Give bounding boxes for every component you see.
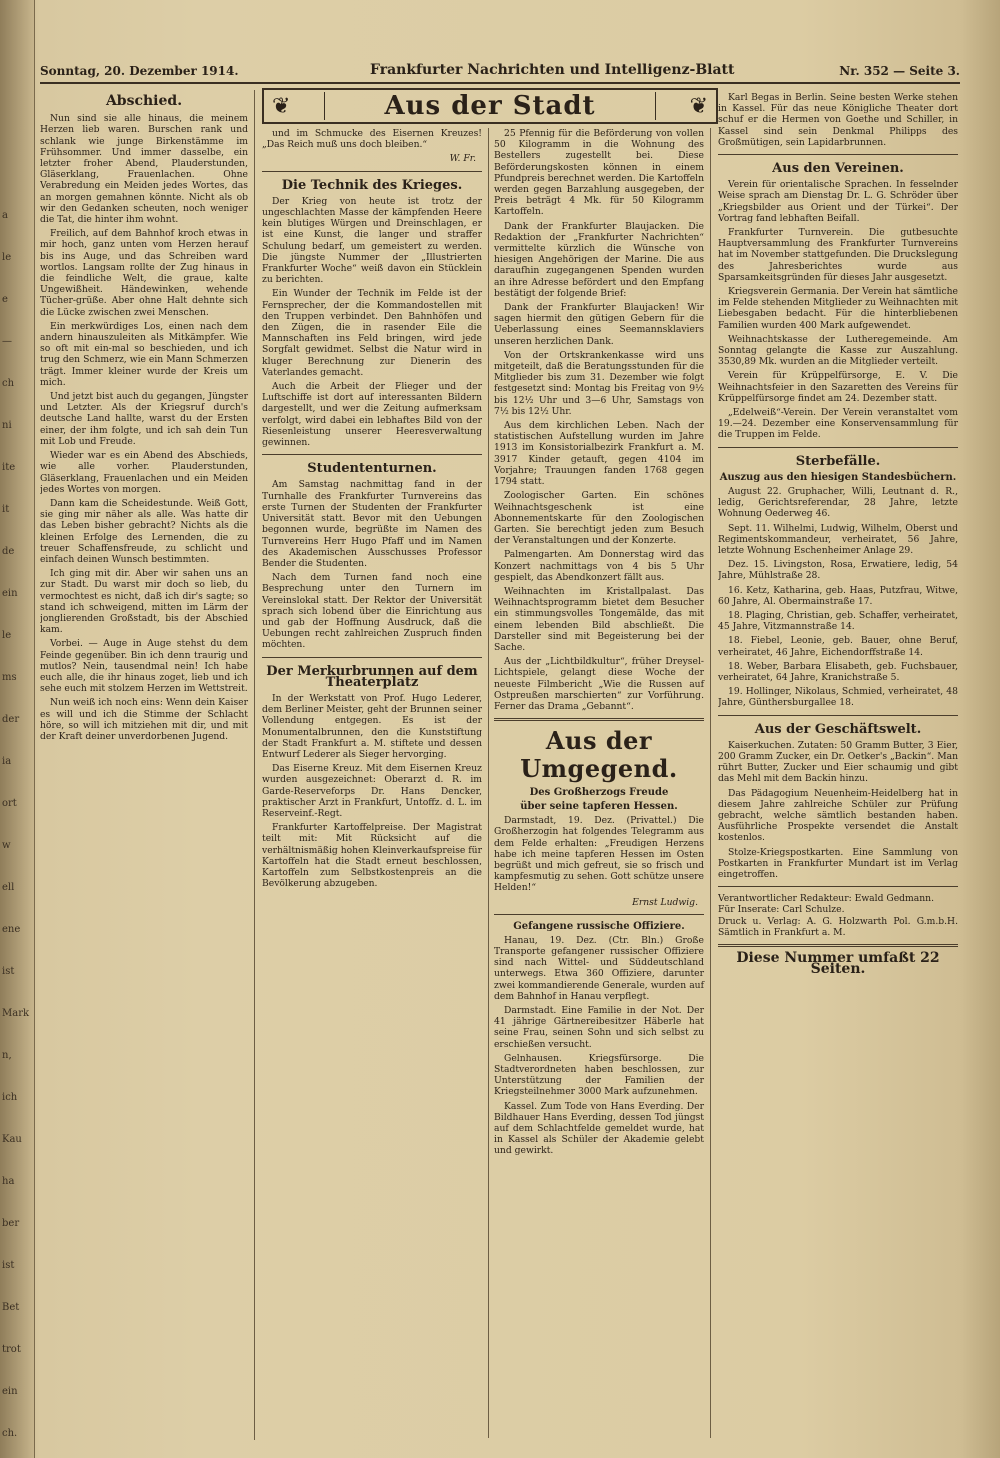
paragraph: Frankfurter Kartoffelpreise. Der Magistrat teilt mit: Mit Rücksicht auf die verhältnismäßig hohen Kleinverkaufspreise für Kartoffeln hat die Stadt erneut beschlossen, Kartoffeln zum Selbstkostenpreis an die Bevölkerung abzugeben. bbox=[262, 822, 482, 890]
list-item: 18. Fiebel, Leonie, geb. Bauer, ohne Beruf, verheiratet, 46 Jahre, Eichendorffstraße 14. bbox=[718, 635, 958, 658]
list-item: 19. Hollinger, Nikolaus, Schmied, verheiratet, 48 Jahre, Günthersburgallee 18. bbox=[718, 686, 958, 709]
section-title-sterbefaelle: Sterbefälle. bbox=[795, 453, 881, 469]
paragraph: Das Eiserne Kreuz. Mit dem Eisernen Kreuz wurden ausgezeichnet: Oberarzt d. R. im Garde-Reserveforps Dr. Hans Dencker, praktischer Arzt in Frankfurt, Untoffz. d. L. im Reserveinf.-Regt. bbox=[262, 763, 482, 819]
paragraph: Ein Wunder der Technik im Felde ist der Fernsprecher, der die Kommandostellen mit den Truppen verbindet. Den Bahnhöfen und den Zügen, die in rasender Eile die Mannschaften ins Feld bringen, wird jede Sorgfalt gewidmet. Selbst die Natur wird in kluger Berechnung zur Dienerin des Vaterlandes gemacht. bbox=[262, 288, 482, 378]
paragraph: „Edelweiß“-Verein. Der Verein veranstaltet vom 19.—24. Dezember eine Konservensammlung für die Truppen im Felde. bbox=[718, 407, 958, 441]
gutter-fragment: trot bbox=[2, 1344, 21, 1355]
gutter-fragment: w bbox=[2, 840, 11, 851]
paragraph: Kaiserkuchen. Zutaten: 50 Gramm Butter, 3 Eier, 200 Gramm Zucker, ein Dr. Oetker's „Backin“. Man rührt Butter, Zucker und Eier schaumig und gibt das Mehl mit dem Backin hinzu. bbox=[718, 739, 958, 785]
header-masthead: Frankfurter Nachrichten und Intelligenz-Blatt bbox=[370, 62, 735, 78]
paragraph: Ich ging mit dir. Aber wir sahen uns an zur Stadt. Du warst mir doch so lieb, du vermochtest es nicht, daß ich dir's sagte; so stand ich schweigend, mitten im Lärm der jonglierenden Großstadt, bis der Abschied kam. bbox=[40, 568, 248, 636]
ornament-right-icon: ❦ bbox=[689, 94, 708, 119]
section-banner bbox=[262, 88, 718, 124]
article-title-studententurnen: Studententurnen. bbox=[307, 461, 437, 477]
gutter-fragment: le bbox=[2, 252, 12, 263]
paragraph: Darmstadt, 19. Dez. (Privattel.) Die Großherzogin hat folgendes Telegramm aus dem Felde erhalten: „Freudigen Herzens habe ich meine tapferen Hessen im Osten begrüßt und mich gefreut, sie so frisch und kampfesmutig zu sehen. Gott schütze unsere Helden!“ bbox=[494, 815, 704, 894]
divider bbox=[262, 171, 482, 172]
subheading: Auszug aus den hiesigen Standesbüchern. bbox=[719, 471, 957, 483]
section-title-umgegend: Aus der Umgegend. bbox=[520, 726, 678, 784]
paragraph: Palmengarten. Am Donnerstag wird das Konzert nachmittags von 4 bis 5 Uhr gespielt, das Abendkonzert fällt aus. bbox=[494, 549, 704, 583]
gutter-fragment: ch bbox=[2, 378, 15, 389]
paragraph: Kassel. Zum Tode von Hans Everding. Der Bildhauer Hans Everding, dessen Tod jüngst auf dem Schlachtfelde gemeldet wurde, hat in Kassel als Schüler der Akademie gelebt und gewirkt. bbox=[494, 1100, 704, 1157]
banner-title: Aus der Stadt bbox=[384, 91, 596, 121]
list-item: 18. Plaging, Christian, geb. Schaffer, verheiratet, 45 Jahre, Vitzmannstraße 14. bbox=[718, 609, 958, 633]
gutter-fragment: Bet bbox=[2, 1302, 20, 1313]
paragraph: und im Schmucke des Eisernen Kreuzes! „Das Reich muß uns doch bleiben.“ bbox=[262, 128, 482, 151]
paragraph: Kriegsverein Germania. Der Verein hat sämtliche im Felde stehenden Mitglieder zu Weihnachten mit Liebesgaben bedacht. Für die hinterbliebenen Familien wurden 400 Mark aufgewendet. bbox=[718, 286, 958, 331]
gutter-fragment: ni bbox=[2, 420, 12, 431]
paragraph: Stolze-Kriegspostkarten. Eine Sammlung von Postkarten in Frankfurter Mundart ist im Verlag eingetroffen. bbox=[718, 846, 958, 880]
gutter-fragment: ein bbox=[2, 1386, 18, 1397]
paragraph: Und jetzt bist auch du gegangen, Jüngster und Letzter. Als der Kriegsruf durch's deutsche Land hallte, warst du der Ersten einer, der ihm folgte, und ich sah dein Tun mit Lob und Freude. bbox=[40, 391, 248, 447]
divider bbox=[718, 886, 958, 887]
paragraph: Darmstadt. Eine Familie in der Not. Der 41 jährige Gärtnereibesitzer Häberle hat seine Frau, seinen Sohn und sich selbst zu erschießen versucht. bbox=[494, 1005, 704, 1050]
gutter-fragment: ort bbox=[2, 798, 17, 809]
paragraph: Dank der Frankfurter Blaujacken! Wir sagen hiermit den gütigen Gebern für die Ueberlassung eines Seemannsklaviers unseren herzlichen Dank. bbox=[494, 302, 704, 347]
imprint-editor: Verantwortlicher Redakteur: Ewald Gedmann. bbox=[718, 893, 934, 905]
article-title-technik: Die Technik des Krieges. bbox=[281, 177, 463, 193]
paragraph: Hanau, 19. Dez. (Ctr. Bln.) Große Transporte gefangener russischer Offiziere sind nach Wittel- und Süddeutschland unterwegs. Etwa 360 Offiziere, darunter zwei kommandierende Generale, wurden auf dem Bahnhof in Hanau verpflegt. bbox=[494, 934, 704, 1002]
gutter-fragment: ms bbox=[2, 672, 17, 683]
divider bbox=[718, 715, 958, 716]
gutter-fragment: ia bbox=[2, 756, 12, 767]
paragraph: Dann kam die Scheidestunde. Weiß Gott, sie ging mir näher als alle. Was hatte dir das Leben bisher gebracht? Nichts als die kleinen Erfolge des Lernenden, die zu treuer Schaffensfreude, zu schlicht und einfach deinen Wunsch bestimmten. bbox=[40, 497, 248, 565]
gutter-fragment: n, bbox=[2, 1050, 12, 1061]
paragraph: Nun weiß ich noch eins: Wenn dein Kaiser es will und ich die Stimme der Schlacht höre, so will ich mitziehen mit dir, und mit der Kraft deiner unverdorbenen Jugend. bbox=[40, 697, 248, 742]
list-item: Dez. 15. Livingston, Rosa, Erwatiere, ledig, 54 Jahre, Mühlstraße 28. bbox=[718, 559, 958, 582]
paragraph: Auch die Arbeit der Flieger und der Luftschiffe ist dort auf interessanten Bildern dargestellt, und wer die Zeitung aufmerksam verfolgt, wird dabei ein lebhaftes Bild von der Riesenleistung unserer Heeresverwaltung gewinnen. bbox=[262, 381, 482, 449]
imprint-printer: Druck u. Verlag: A. G. Holzwarth Pol. G.m.b.H. Sämtlich in Frankfurt a. M. bbox=[718, 915, 958, 938]
paragraph: Zoologischer Garten. Ein schönes Weihnachtsgeschenk ist eine Abonnementskarte für den Zoologischen Garten. Sie berechtigt jeden zum Besuch der Veranstaltungen und der Konzerte. bbox=[494, 490, 704, 547]
list-item: 18. Weber, Barbara Elisabeth, geb. Fuchsbauer, verheiratet, 64 Jahre, Kranichstraße 5. bbox=[718, 660, 958, 683]
imprint-ads: Für Inserate: Carl Schulze. bbox=[718, 904, 845, 916]
paragraph: Freilich, auf dem Bahnhof kroch etwas in mir hoch, ganz unten vom Herzen herauf bis ins Auge, und das Schreiben ward wortlos. Langsam rollte der Zug hinaus in die feindliche Welt, die graue, kalte Ungewißheit. Händewinken, wehende Tücher-grüße. Aber ohne Halt dehnte sich die Lücke zwischen zwei Menschen. bbox=[40, 228, 248, 318]
section-title-geschaeftswelt: Aus der Geschäftswelt. bbox=[754, 721, 922, 737]
paragraph: Nun sind sie alle hinaus, die meinem Herzen lieb waren. Burschen rank und schlank wie junge Birkenstämme im Frühsommer. Und immer dasselbe, ein letzter froher Abend, Plauderstunden, Gläserklang, Frauenlachen. Ohne Verabredung ein Meiden jedes Wortes, das an morgen gemahnen könnte. Nicht als ob wir den Gedanken scheuten, noch weniger die Tat, die hinter ihm wohnt. bbox=[40, 113, 248, 226]
gutter-fragment: der bbox=[2, 714, 20, 725]
header-page-number: Nr. 352 — Seite 3. bbox=[839, 64, 960, 78]
gutter-fragment: ell bbox=[2, 882, 15, 893]
paragraph: Verein für Krüppelfürsorge, E. V. Die Weihnachtsfeier in den Sazaretten des Vereins für Krüppelfürsorge findet am 24. Dezember statt. bbox=[718, 370, 958, 404]
page-header bbox=[40, 60, 960, 84]
paragraph: Nach dem Turnen fand noch eine Besprechung unter den Turnern im Vereinslokal statt. Der Rektor der Universität sprach sich lobend über die Einrichtung aus und gab der Hoffnung Ausdruck, daß die Uebungen recht zahlreichen Zuspruch finden möchten. bbox=[262, 572, 482, 651]
gutter-fragment: ein bbox=[2, 588, 18, 599]
paragraph: Frankfurter Turnverein. Die gutbesuchte Hauptversammlung des Frankfurter Turnvereins hat im November stattgefunden. Die Druckslegung des Jahresberichtes wurde aus Sparsamkeitsgründen für dieses Jahr ausgesetzt. bbox=[718, 227, 958, 283]
paragraph: Verein für orientalische Sprachen. In fesselnder Weise sprach am Dienstag Dr. L. G. Schröder über „Kriegsbilder aus Orient und der Türkei“. Der Vortrag fand lebhaften Beifall. bbox=[718, 179, 958, 224]
paragraph: Karl Begas in Berlin. Seine besten Werke stehen in Kassel. Für das neue Königliche Theater dort schuf er die Hermen von Goethe und Schiller, in Kassel sind sein Denkmal Philipps des Großmütigen, sein Lapidarbrunnen. bbox=[718, 92, 958, 148]
column-4 bbox=[718, 92, 958, 1438]
list-item: 16. Ketz, Katharina, geb. Haas, Putzfrau, Witwe, 60 Jahre, Al. Obermainstraße 17. bbox=[718, 584, 958, 607]
paragraph: In der Werkstatt von Prof. Hugo Lederer, dem Berliner Meister, geht der Brunnen seiner Vollendung entgegen. Es ist der Monumentalbrunnen, den die Kunststiftung der Stadt Frankfurt a. M. stiftete und dessen Entwurf Lederer als Sieger hervorging. bbox=[262, 692, 482, 760]
section-title-vereine: Aus den Vereinen. bbox=[772, 161, 904, 177]
page-count-note: Diese Nummer umfaßt 22 Seiten. bbox=[736, 950, 940, 978]
paragraph: Das Pädagogium Neuenheim-Heidelberg hat in diesem Jahre zahlreiche Schüler zur Prüfung gebracht, welche sämtlich bestanden haben. Ausführliche Prospekte versendet die Anstalt kostenlos. bbox=[718, 787, 958, 844]
paragraph: Vorbei. — Auge in Auge stehst du dem Feinde gegenüber. Bin ich denn traurig und mutlos? Nein, tausendmal nein! Ich habe euch alle, die ihr hinaus zoget, lieb und ich sehe euch mit stolzem Herzen im Wettstreit. bbox=[40, 638, 248, 695]
article-title-merkurbrunnen: Der Merkurbrunnen auf dem Theaterplatz bbox=[266, 663, 478, 690]
paragraph: Wieder war es ein Abend des Abschieds, wie alle vorher. Plauderstunden, Gläserklang, Frauenlachen und ein Meiden jedes Wortes von morgen. bbox=[40, 450, 248, 495]
paragraph: Gelnhausen. Kriegsfürsorge. Die Stadtverordneten haben beschlossen, zur Unterstützung der Familien der Kriegsteilnehmer 3000 Mark aufzunehmen. bbox=[494, 1052, 704, 1098]
paragraph: Aus der „Lichtbildkultur“, früher Dreysel-Lichtspiele, gelangt diese Woche der neueste Filmbericht „Wie die Russen auf Ostpreußen marschierten“ zur Vorführung. Ferner das Drama „Gebannt“. bbox=[494, 656, 704, 712]
gutter-fragment: it bbox=[2, 504, 10, 515]
gutter-fragment: ber bbox=[2, 1218, 20, 1229]
list-item: August 22. Gruphacher, Willi, Leutnant d. R., ledig, Gerichtsreferendar, 28 Jahre, letzte Wohnung Oederweg 46. bbox=[718, 485, 958, 520]
gutter-fragment: ist bbox=[2, 1260, 15, 1271]
paragraph: Ein merkwürdiges Los, einen nach dem andern hinauszuleiten als Mitkämpfer. Wie so oft mit ein-mal so beschieden, und ich trug den Schmerz, wie ein Mann Schmerzen trägt. Immer kleiner wurde der Kreis um mich. bbox=[40, 320, 248, 388]
gutter-fragment: le bbox=[2, 630, 12, 641]
gutter-fragment: ha bbox=[2, 1176, 15, 1187]
paragraph: Weihnachten im Kristallpalast. Das Weihnachtsprogramm bietet dem Besucher ein stimmungsvolles Tongemälde, das mit einem lebenden Bild abschließt. Die Darsteller sind mit Begeisterung bei der Sache. bbox=[494, 585, 704, 653]
list-item: Sept. 11. Wilhelmi, Ludwig, Wilhelm, Oberst und Regimentskommandeur, verheiratet, 56 Jahre, letzte Wohnung Eschenheimer Anlage 29. bbox=[718, 522, 958, 556]
gutter-fragment: de bbox=[2, 546, 15, 557]
subheading: Gefangene russische Offiziere. bbox=[513, 920, 685, 932]
gutter-fragment: ch. bbox=[2, 1428, 18, 1439]
gutter-fragment: ich bbox=[2, 1092, 18, 1103]
paragraph: Aus dem kirchlichen Leben. Nach der statistischen Aufstellung wurden im Jahre 1913 im Konsistorialbezirk Frankfurt a. M. 3917 Kinder getauft, gegen 4104 im Vorjahre; Trauungen fanden 1768 gegen 1794 statt. bbox=[494, 420, 704, 488]
divider bbox=[494, 718, 704, 721]
divider bbox=[718, 944, 958, 947]
gutter-fragment: ist bbox=[2, 966, 15, 977]
article-body-abschied bbox=[40, 113, 248, 742]
article-title-abschied: Abschied. bbox=[105, 93, 183, 109]
divider bbox=[262, 657, 482, 658]
signature: Ernst Ludwig. bbox=[632, 896, 698, 908]
column-3 bbox=[494, 128, 711, 1438]
subheading: über seine tapferen Hessen. bbox=[520, 801, 678, 813]
column-1 bbox=[40, 90, 255, 1440]
paragraph: Weihnachtskasse der Lutheregemeinde. Am Sonntag gelangte die Kasse zur Auszahlung. 3530,89 Mk. wurden an die Mitglieder verteilt. bbox=[718, 333, 958, 368]
gutter-fragment: Kau bbox=[2, 1134, 22, 1145]
paragraph: Dank der Frankfurter Blaujacken. Die Redaktion der „Frankfurter Nachrichten“ vermittelte kürzlich die Wünsche von hiesigen Angehörigen der Marine. Die aus daraufhin zugegangenen Spenden wurden an ihre Adresse befördert und den Empfang bestätigt der folgende Brief: bbox=[494, 220, 704, 299]
divider bbox=[262, 454, 482, 455]
gutter-fragment: a bbox=[2, 210, 8, 221]
gutter-fragment: ene bbox=[2, 924, 21, 935]
signature: W. Fr. bbox=[449, 153, 476, 165]
column-2 bbox=[262, 128, 489, 1438]
paragraph: Von der Ortskrankenkasse wird uns mitgeteilt, daß die Beratungsstunden für die Mitglieder bis zum 31. Dezember wie folgt festgesetzt sind: Montag bis Freitag von 9½ bis 12½ Uhr und 3—6 Uhr, Samstags von 7½ bis 12½ Uhr. bbox=[494, 349, 704, 417]
gutter-fragment: e bbox=[2, 294, 8, 305]
gutter-fragment: — bbox=[2, 336, 12, 347]
paragraph: Am Samstag nachmittag fand in der Turnhalle des Frankfurter Turnvereins das erste Turnen der Studenten der Frankfurter Universität statt. Bevor mit den Uebungen begonnen wurde, begrüßte im Namen des Turnvereins Herr Hugo Pfaff und im Namen des Akademischen Ausschusses Professor Bender die Studenten. bbox=[262, 479, 482, 569]
binding-gutter bbox=[0, 0, 35, 1458]
gutter-fragment: Mark bbox=[2, 1008, 30, 1019]
gutter-fragment: ite bbox=[2, 462, 16, 473]
divider bbox=[718, 447, 958, 448]
divider bbox=[494, 914, 704, 915]
paragraph: Der Krieg von heute ist trotz der ungeschlachten Masse der kämpfenden Heere kein blutiges Würgen und Dreinschlagen, er ist eine Kunst, die langer und straffer Schulung bedarf, um gemeistert zu werden. Die jüngste Nummer der „Illustrierten Frankfurter Woche“ weiß davon ein Stücklein zu berichten. bbox=[262, 195, 482, 286]
ornament-left-icon: ❦ bbox=[272, 94, 291, 119]
subheading: Des Großherzogs Freude bbox=[529, 787, 669, 799]
divider bbox=[718, 154, 958, 155]
header-date: Sonntag, 20. Dezember 1914. bbox=[40, 64, 239, 78]
paragraph: 25 Pfennig für die Beförderung von vollen 50 Kilogramm in die Wohnung des Bestellers zugestellt bei. Diese Beförderungskosten können in einem Pfundpreis berechnet werden. Die Kartoffeln werden gegen Barzahlung ausgegeben, der Preis beträgt 4 Mk. für 50 Kilogramm Kartoffeln. bbox=[494, 128, 704, 218]
